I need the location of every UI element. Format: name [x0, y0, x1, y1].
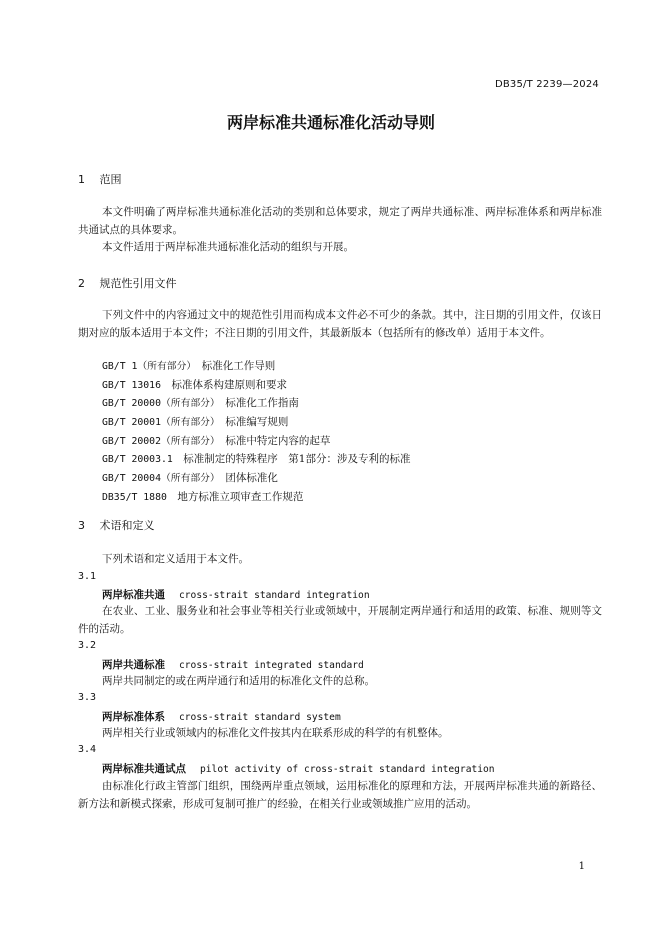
reference-title: 地方标准立项审查工作规范 [177, 490, 304, 503]
term-definition: 两岸相关行业或领域内的标准化文件按其内在联系形成的科学的有机整体。 [102, 727, 449, 739]
reference-code: GB/T 20004（所有部分） [102, 473, 215, 485]
term-zh: 两岸标准体系 [102, 711, 165, 723]
reference-title: 标准化工作导则 [201, 360, 276, 372]
reference-item [102, 432, 410, 451]
section-number: 2 [78, 277, 85, 290]
reference-list [102, 357, 410, 507]
term-zh: 两岸共通标准 [102, 659, 165, 671]
reference-title: 团体标准化 [225, 472, 278, 485]
term-en: cross-strait standard system [179, 712, 341, 723]
reference-item [102, 376, 410, 395]
reference-code: GB/T 20001（所有部分） [102, 417, 215, 429]
document-code: DB35/T 2239—2024 [494, 79, 599, 90]
reference-item [102, 469, 410, 488]
scope-paragraph-2: 本文件适用于两岸标准共通标准化活动的组织与开展。 [102, 241, 354, 253]
term-zh: 两岸标准共通 [102, 589, 165, 601]
term-number: 3.2 [78, 640, 97, 651]
scope-paragraph-1: 本文件明确了两岸标准共通标准化活动的类别和总体要求，规定了两岸共通标准、两岸标准体系和两岸标准共通试点的具体要求。 [78, 206, 602, 236]
section-title: 规范性引用文件 [99, 277, 177, 290]
term-en: pilot activity of cross-strait standard integration [200, 764, 495, 775]
document-title: 两岸标准共通标准化活动导则 [226, 113, 435, 132]
reference-item [102, 413, 410, 432]
section-title: 范围 [99, 173, 122, 186]
reference-item [102, 357, 410, 376]
reference-item [102, 450, 410, 469]
section-title: 术语和定义 [99, 519, 155, 532]
term-heading [102, 587, 370, 602]
term-zh: 两岸标准共通试点 [102, 763, 186, 775]
term-definition: 两岸共同制定的或在两岸通行和适用的标准化文件的总称。 [102, 675, 375, 687]
reference-code: GB/T 1（所有部分） [102, 361, 192, 372]
reference-item [102, 488, 410, 507]
reference-title: 标准中特定内容的起草 [225, 434, 331, 447]
section-number: 3 [78, 519, 85, 532]
term-en: cross-strait integrated standard [179, 660, 364, 671]
term-en: cross-strait standard integration [179, 590, 370, 601]
reference-title: 标准编写规则 [225, 416, 289, 429]
reference-title: 标准化工作指南 [225, 397, 299, 410]
reference-code: GB/T 20000（所有部分） [102, 398, 215, 410]
term-heading [102, 761, 495, 776]
section-heading-normative-references [78, 275, 177, 291]
term-heading [102, 657, 364, 672]
reference-title: 标准体系构建原则和要求 [171, 378, 287, 391]
term-definition: 由标准化行政主管部门组织，围绕两岸重点领域，运用标准化的原理和方法，开展两岸标准共通的新路径、新方法和新模式探索，形成可复制可推广的经验，在相关行业或领域推广应用的活动。 [78, 780, 602, 810]
reference-code: GB/T 20002（所有部分） [102, 435, 215, 447]
reference-code: DB35/T 1880 [102, 491, 167, 503]
reference-item [102, 394, 410, 413]
term-number: 3.1 [78, 571, 97, 582]
section-number: 1 [78, 173, 85, 186]
reference-title: 标准制定的特殊程序 第1部分：涉及专利的标准 [183, 453, 411, 466]
term-heading [102, 709, 341, 724]
term-number: 3.4 [78, 744, 97, 755]
reference-code: GB/T 20003.1 [102, 454, 173, 466]
reference-code: GB/T 13016 [102, 379, 161, 391]
terms-intro: 下列术语和定义适用于本文件。 [102, 553, 249, 565]
section-heading-scope [78, 171, 122, 187]
term-definition: 在农业、工业、服务业和社会事业等相关行业或领域中，开展制定两岸通行和适用的政策、标准、规则等文件的活动。 [78, 605, 602, 635]
page-number: 1 [578, 861, 585, 872]
section-heading-terms [78, 517, 155, 533]
term-number: 3.3 [78, 692, 97, 703]
references-intro: 下列文件中的内容通过文中的规范性引用而构成本文件必不可少的条款。其中，注日期的引用文件，仅该日期对应的版本适用于本文件；不注日期的引用文件，其最新版本（包括所有的修改单）适用于本文件。 [78, 309, 602, 339]
